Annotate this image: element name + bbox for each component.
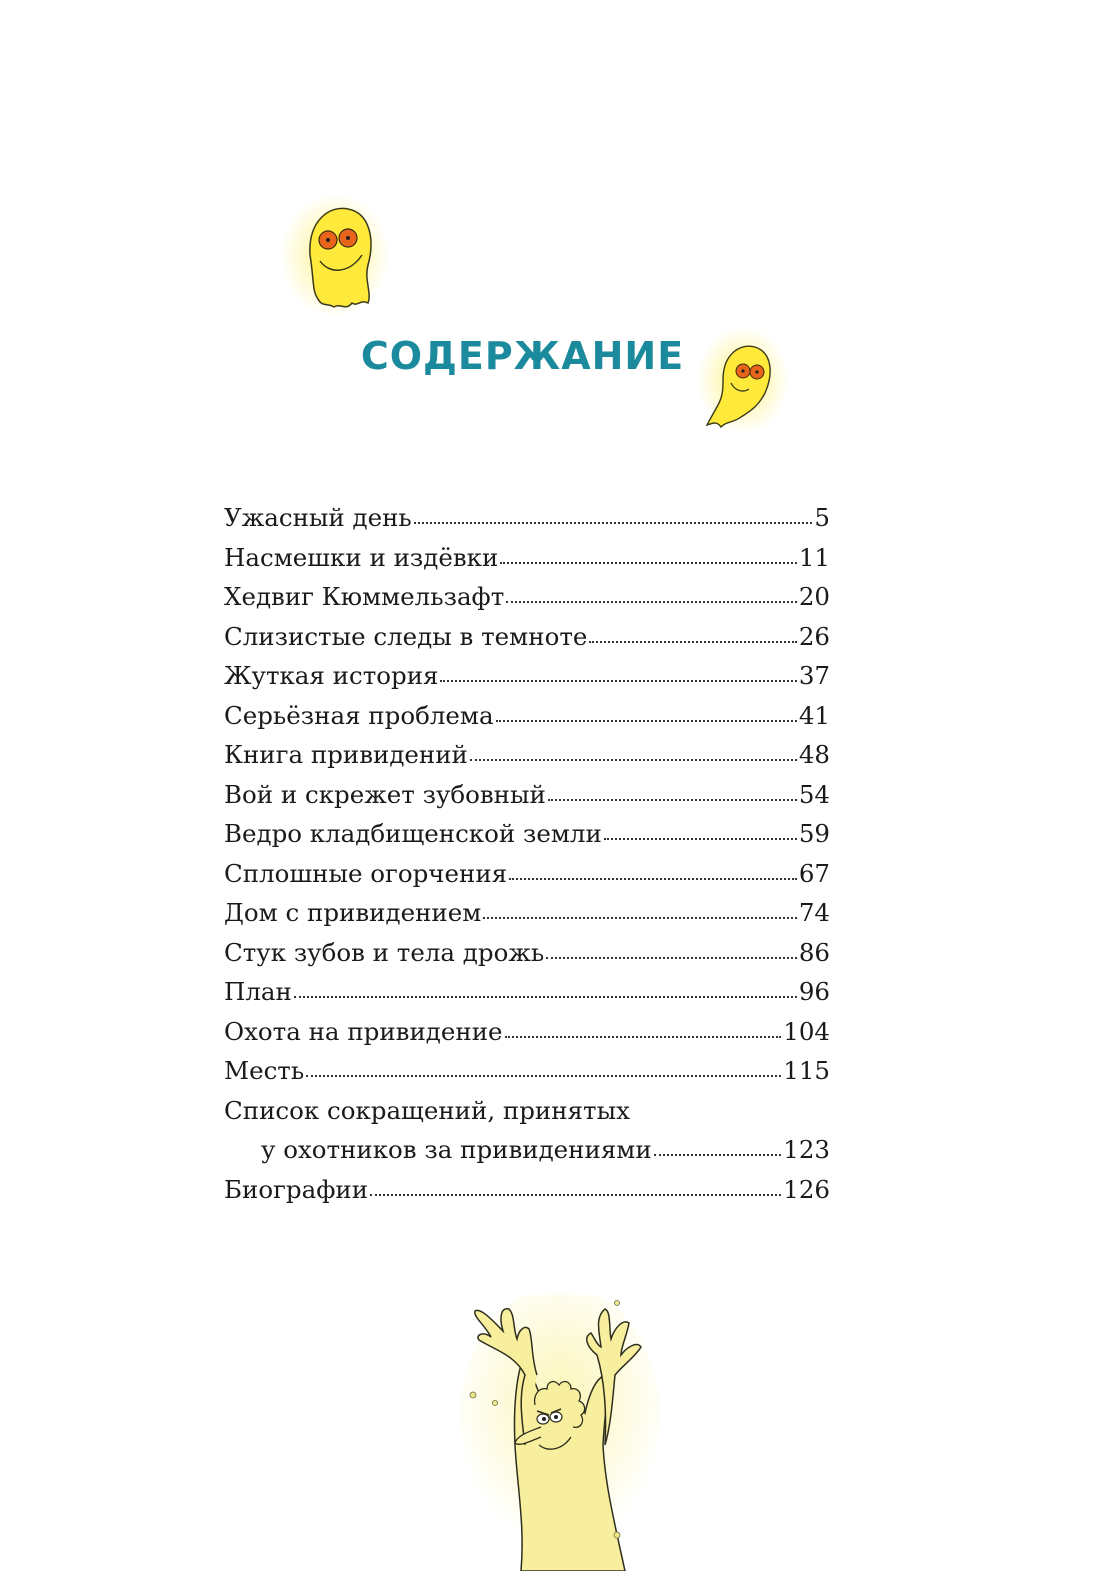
table-of-contents xyxy=(224,498,830,1209)
toc-entry-title: у охотников за привидениями xyxy=(261,1135,652,1164)
toc-entry[interactable] xyxy=(224,1051,830,1091)
toc-entry-page: 20 xyxy=(798,582,830,611)
dot-leader xyxy=(470,759,797,761)
dot-leader xyxy=(483,917,797,919)
toc-entry[interactable] xyxy=(224,617,830,657)
dot-leader xyxy=(496,720,797,722)
toc-entry-title: Книга привидений xyxy=(224,740,468,769)
toc-entry[interactable] xyxy=(224,1012,830,1052)
toc-entry-title: Месть xyxy=(224,1056,305,1085)
toc-entry[interactable] xyxy=(224,1170,830,1210)
toc-entry-title: Слизистые следы в темноте xyxy=(224,621,588,651)
toc-entry-title: Список сокращений, принятых xyxy=(224,1095,630,1125)
dot-leader xyxy=(414,522,813,524)
toc-entry-page: 104 xyxy=(783,1016,830,1046)
toc-entry[interactable] xyxy=(224,577,830,617)
ghost-illustration-top-left xyxy=(280,195,390,320)
toc-entry-title: Ужасный день xyxy=(224,503,412,532)
dot-leader xyxy=(500,562,797,564)
dot-leader xyxy=(654,1154,782,1156)
dot-leader xyxy=(306,1075,781,1077)
toc-entry-first-line[interactable] xyxy=(224,1091,830,1131)
toc-entry-title: Вой и скрежет зубовный xyxy=(224,779,546,809)
toc-entry-page: 5 xyxy=(814,503,830,532)
toc-entry-title: Серьёзная проблема xyxy=(224,700,494,730)
toc-entry[interactable] xyxy=(224,933,830,973)
toc-entry-title: Хедвиг Кюммельзафт xyxy=(224,582,505,611)
toc-entry[interactable] xyxy=(224,656,830,696)
toc-entry-page: 37 xyxy=(798,661,830,690)
toc-entry[interactable] xyxy=(224,893,830,933)
toc-entry-page: 67 xyxy=(798,858,830,888)
page-title: СОДЕРЖАНИЕ xyxy=(360,334,685,378)
toc-entry[interactable] xyxy=(224,696,830,736)
ghost-illustration-bottom xyxy=(455,1295,665,1571)
toc-entry-title: Биографии xyxy=(224,1174,369,1204)
dot-leader xyxy=(589,641,796,643)
toc-entry-continuation[interactable] xyxy=(224,1130,830,1170)
toc-entry-title: Дом с привидением xyxy=(224,898,482,927)
toc-entry[interactable] xyxy=(224,498,830,538)
ghost-illustration-title-right xyxy=(693,325,788,435)
toc-entry-title: Насмешки и издёвки xyxy=(224,542,499,572)
dot-leader xyxy=(294,996,797,998)
toc-entry[interactable] xyxy=(224,972,830,1012)
toc-entry-title: Стук зубов и тела дрожь xyxy=(224,937,545,967)
toc-entry-page: 41 xyxy=(798,700,830,730)
toc-entry-page: 48 xyxy=(798,740,830,769)
toc-entry[interactable] xyxy=(224,775,830,815)
dot-leader xyxy=(440,680,796,682)
toc-entry-page: 126 xyxy=(783,1174,830,1204)
toc-entry-page: 123 xyxy=(783,1135,830,1164)
toc-entry-page: 115 xyxy=(783,1056,830,1085)
dot-leader xyxy=(505,1036,782,1038)
toc-entry[interactable] xyxy=(224,538,830,578)
dot-leader xyxy=(604,838,797,840)
toc-entry-page: 74 xyxy=(798,898,830,927)
dot-leader xyxy=(548,799,797,801)
toc-entry[interactable] xyxy=(224,735,830,775)
toc-entry-title: Сплошные огорчения xyxy=(224,858,508,888)
dot-leader xyxy=(506,601,797,603)
toc-entry-page: 54 xyxy=(798,779,830,809)
dot-leader xyxy=(370,1194,781,1196)
toc-entry-title: Ведро кладбищенской земли xyxy=(224,819,602,848)
dot-leader xyxy=(546,957,797,959)
toc-entry-title: Жуткая история xyxy=(224,661,439,690)
dot-leader xyxy=(509,878,797,880)
toc-entry[interactable] xyxy=(224,814,830,854)
toc-entry-page: 11 xyxy=(798,542,830,572)
toc-entry-page: 26 xyxy=(798,621,830,651)
toc-entry-title: Охота на привидение xyxy=(224,1016,503,1046)
toc-entry-page: 86 xyxy=(798,937,830,967)
toc-entry-page: 96 xyxy=(798,977,830,1006)
toc-entry[interactable] xyxy=(224,854,830,894)
toc-entry-page: 59 xyxy=(798,819,830,848)
toc-entry-title: План xyxy=(224,977,292,1006)
